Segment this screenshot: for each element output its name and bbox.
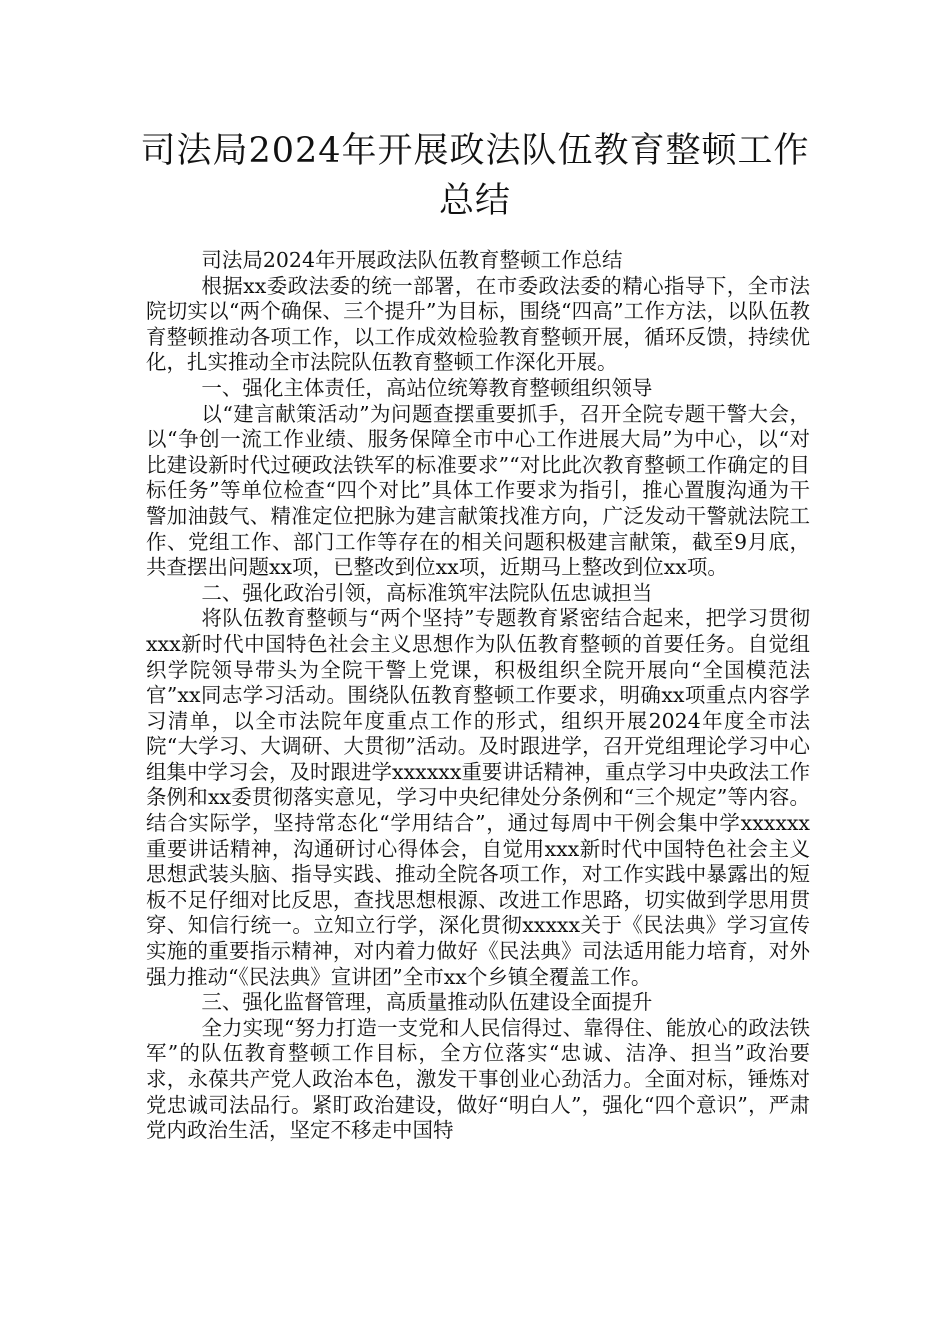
document-title-line-1: 司法局2024年开展政法队伍教育整顿工作 — [140, 131, 810, 171]
body-paragraph: 司法局2024年开展政法队伍教育整顿工作总结 — [201, 248, 623, 272]
document-title — [130, 126, 820, 226]
body-paragraph: 将队伍教育整顿与“两个坚持”专题教育紧密结合起来，把学习贯彻xxx新时代中国特色社会主义思想作为队伍教育整顿的首要任务。自觉组织学院领导带头为全院干警上党课，积极组织全院开展向“全国模范法官”xx同志学习活动。围绕队伍教育整顿工作要求，明确xx项重点内容学习清单，以全市法院年度重点工作的形式，组织开展2024年度全市法院“大学习、大调研、大贯彻”活动。及时跟进学，召开党组理论学习中心组集中学习会，及时跟进学xxxxxx重要讲话精神，重点学习中央政法工作条例和xx委贯彻落实意见，学习中央纪律处分条例和“三个规定”等内容。结合实际学，坚持常态化“学用结合”，通过每周中干例会集中学xxxxxx重要讲话精神，沟通研讨心得体会，自觉用xxx新时代中国特色社会主义思想武装头脑、指导实践、推动全院各项工作，对工作实践中暴露出的短板不足仔细对比反思，查找思想根源、改进工作思路，切实做到学思用贯穿、知信行统一。立知立行学，深化贯彻xxxxx关于《民法典》学习宣传实施的重要指示精神，对内着力做好《民法典》司法适用能力培育，对外强力推动“《民法典》宣讲团”全市xx个乡镇全覆盖工作。 — [146, 606, 810, 989]
body-paragraph: 以“建言献策活动”为问题查摆重要抓手，召开全院专题干警大会，以“争创一流工作业绩、服务保障全市中心工作进展大局”为中心，以“对比建设新时代过硬政法铁军的标准要求”“对比此次教育整顿工作确定的目标任务”等单位检查“四个对比”具体工作要求为指引，推心置腹沟通为干警加油鼓气、精准定位把脉为建言献策找准方向，广泛发动干警就法院工作、党组工作、部门工作等存在的相关问题积极建言献策，截至9月底，共查摆出问题xx项，已整改到位xx项，近期马上整改到位xx项。 — [146, 401, 810, 580]
section-heading: 三、强化监督管理，高质量推动队伍建设全面提升 — [201, 990, 653, 1015]
body-paragraph: 根据xx委政法委的统一部署，在市委政法委的精心指导下，全市法院切实以“两个确保、三个提升”为目标，围绕“四高”工作方法，以队伍教育整顿推动各项工作，以工作成效检验教育整顿开展，循环反馈，持续优化，扎实推动全市法院队伍教育整顿工作深化开展。 — [146, 273, 810, 375]
document-title-line-2: 总结 — [438, 181, 511, 221]
section-heading: 二、强化政治引领，高标准筑牢法院队伍忠诚担当 — [201, 580, 653, 605]
document-body — [146, 248, 810, 1144]
body-paragraph: 全力实现“努力打造一支党和人民信得过、靠得住、能放心的政法铁军”的队伍教育整顿工作目标，全方位落实“忠诚、洁净、担当”政治要求，永葆共产党人政治本色，激发干事创业心劲活力。全面对标，锤炼对党忠诚司法品行。紧盯政治建设，做好“明白人”，强化“四个意识”，严肃党内政治生活，坚定不移走中国特 — [146, 1015, 810, 1143]
section-heading: 一、强化主体责任，高站位统筹教育整顿组织领导 — [201, 375, 653, 400]
